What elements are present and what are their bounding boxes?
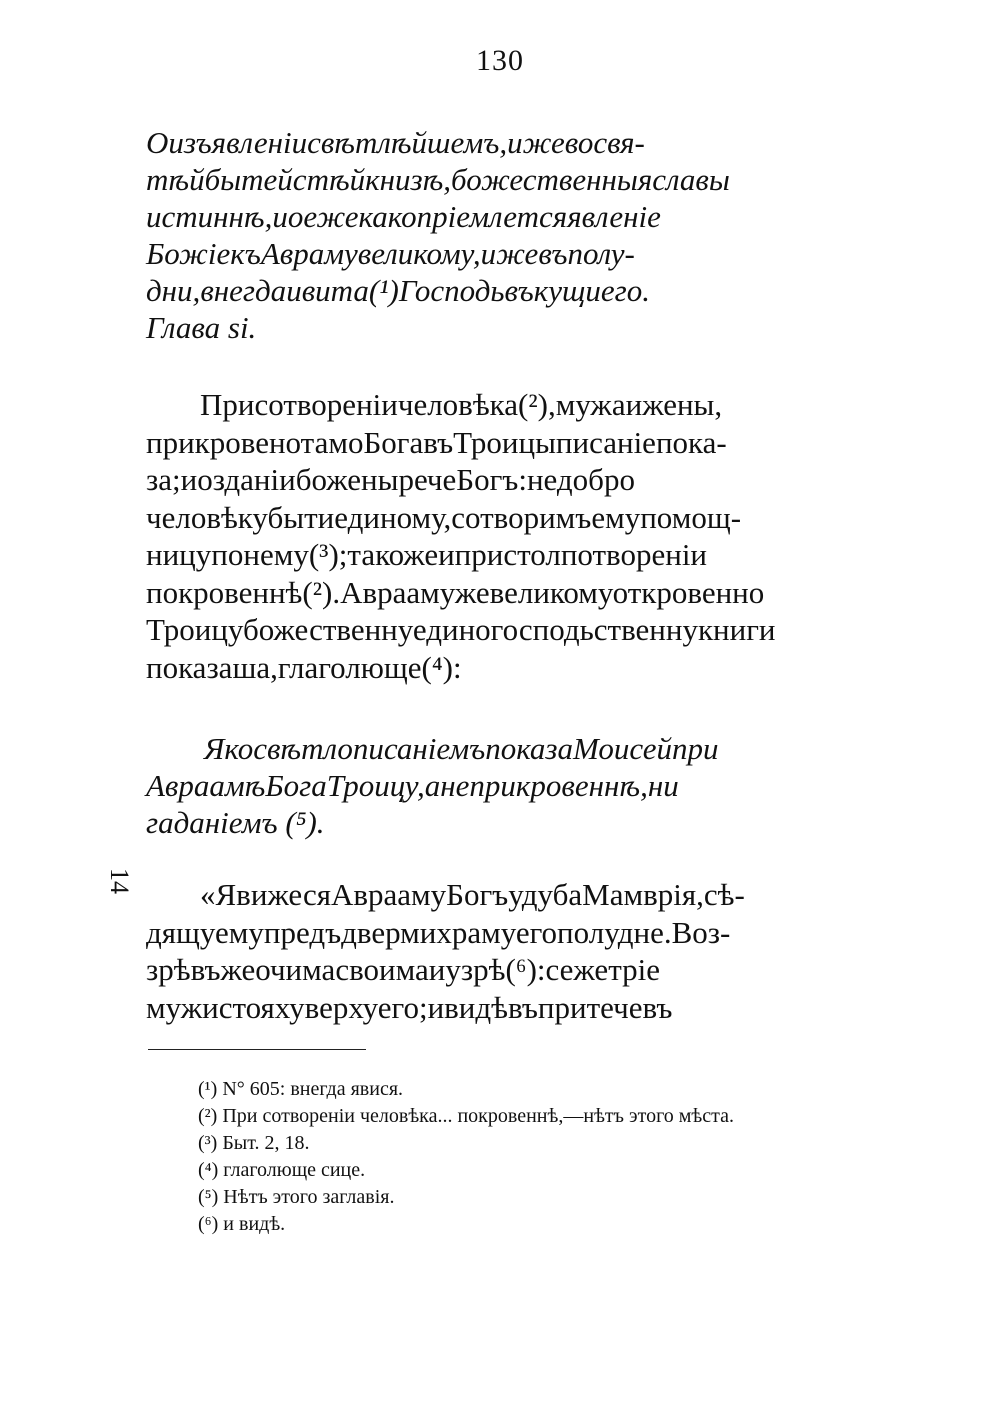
heading-line: истиннѣ,иоежекакопріемлетсяявленіе (146, 199, 661, 234)
paragraph-line: «ЯвижесяАвраамуБогъудубаМамврія,сѣ- (200, 877, 745, 912)
subheading (146, 730, 858, 767)
paragraph-line: зрѣвъжеочимасвоимаиузрѣ(⁶):сежетріе (146, 952, 661, 987)
footnote: (⁶) и видѣ. (198, 1213, 286, 1235)
footnote: (²) При сотвореніи человѣка... покровеннѣ,—нѣтъ этого мѣста. (198, 1105, 735, 1127)
footnotes (198, 1076, 878, 1238)
heading-line: Оизъявленіисвѣтлѣйшемъ,ижевосвя- (146, 125, 645, 160)
subheading-line: АвраамѣБогаТроицу,анеприкровеннѣ,ни (146, 768, 679, 803)
footnote: (³) Быт. 2, 18. (198, 1132, 310, 1154)
footnote-rule (148, 1049, 366, 1050)
subheading-line: ЯкосвѣтлописаніемъпоказаМоисейпри (204, 731, 719, 766)
paragraph-line: Троицубожественнуединогосподьственнукниги (146, 612, 776, 647)
margin-mark: 14 (105, 868, 134, 894)
subheading-line: гаданіемъ (⁵). (146, 805, 325, 840)
heading-line: Глава ѕі. (146, 310, 257, 345)
paragraph-line: человѣкубытиединому,сотворимъемупомощ- (146, 499, 742, 535)
heading-line: дни,внегдаивита(¹)Господьвъкущиего. (146, 273, 650, 308)
paragraph-line: прикровенотамоБогавъТроицыписаніепока- (146, 424, 727, 460)
footnote: (¹) N° 605: внегда явися. (198, 1078, 404, 1100)
paragraph-line: показаша,глаголюще(⁴): (146, 649, 462, 685)
paragraph-line: покровеннѣ(²).Авраамужевеликомуоткровенно (146, 574, 765, 610)
paragraph-line: ницупонему(³);такожеипристолпотвореніи (146, 537, 708, 572)
heading-line: БожіекъАврамувеликому,ижевъполу- (146, 236, 635, 271)
subheading-cont (146, 767, 858, 841)
section-heading (146, 124, 858, 346)
paragraph-2 (146, 876, 858, 1026)
heading-line: тѣйбытейстѣйкнизѣ,божественныяславы (146, 162, 730, 197)
page-number: 130 (476, 44, 524, 77)
paragraph-line: дящуемупредъдвермихрамуегополудне.Воз- (146, 914, 731, 950)
footnote: (⁵) Нѣтъ этого заглавія. (198, 1186, 395, 1208)
paragraph-line: Присотвореніичеловѣка(²),мужаижены, (200, 387, 723, 422)
paragraph-line: за;иозданіибоженыречеБогъ:недобро (146, 462, 635, 497)
paragraph-line: мужистояхуверхуего;ивидѣвъпритечевъ (146, 989, 673, 1025)
footnote: (⁴) глаголюще сице. (198, 1159, 366, 1181)
paragraph-1 (146, 386, 858, 686)
